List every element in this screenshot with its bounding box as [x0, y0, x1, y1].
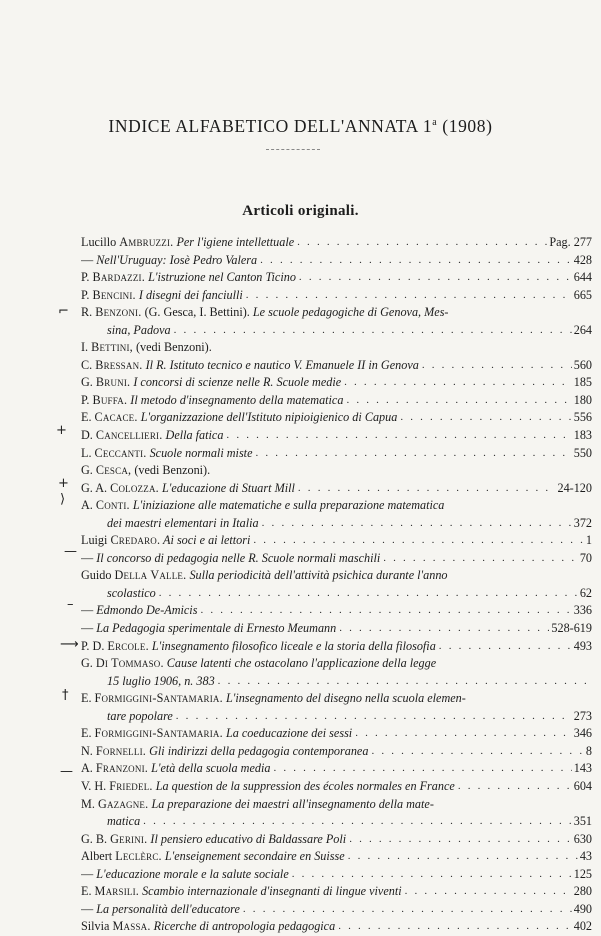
entry-author: Ercole.: [107, 638, 149, 653]
index-entry: [81, 708, 592, 726]
entry-page: 143: [573, 761, 592, 776]
entry-page: 644: [573, 270, 592, 285]
title-divider: [266, 149, 320, 150]
index-entry: [81, 462, 592, 480]
dot-leader: [345, 848, 578, 866]
entry-prefix: G. B.: [81, 831, 111, 846]
entry-prefix: Albert: [81, 849, 116, 864]
entry-page: 351: [573, 814, 592, 829]
entry-prefix: G.: [81, 463, 96, 478]
entry-page: 70: [579, 550, 592, 565]
entry-page: 556: [573, 410, 592, 425]
entry-page: 183: [573, 428, 592, 443]
index-entry: [81, 866, 592, 884]
dot-leader: [252, 445, 571, 463]
entry-author: Ambruzzi.: [119, 235, 174, 249]
dot-leader: [257, 252, 572, 270]
entry-text: [81, 638, 436, 656]
entry-author: Buffa.: [92, 392, 128, 407]
dot-leader: [140, 813, 572, 831]
dot-leader: [346, 831, 572, 849]
entry-page: 43: [579, 849, 592, 864]
article-index: [81, 234, 592, 936]
entry-title: L'organizzazione dell'Istituto nipioigienico di Capua: [137, 410, 398, 425]
entry-title: Le scuole pedagogiche di Genova, Mes-: [249, 305, 449, 320]
entry-page: 550: [573, 445, 592, 460]
index-entry: [81, 409, 592, 427]
entry-title: Ai soci e ai lettori: [160, 533, 251, 548]
index-entry: [81, 269, 592, 287]
entry-author: Gerini.: [110, 831, 148, 846]
margin-mark-credaro-dash: ⟩: [60, 492, 66, 507]
index-entry: [81, 901, 592, 919]
index-entry: [81, 620, 592, 638]
entry-author: Fornelli.: [95, 743, 147, 758]
index-entry: [81, 480, 592, 498]
index-entry: [81, 304, 592, 322]
entry-prefix: G. A.: [81, 480, 111, 495]
index-entry: [81, 778, 592, 796]
entry-author: Bardazzi.: [92, 270, 146, 285]
entry-author: Di Tommaso.: [95, 656, 164, 671]
entry-title: sina, Padova: [107, 322, 171, 337]
entry-text: [81, 462, 210, 480]
entry-text: [81, 532, 250, 550]
entry-author: Della Valle.: [114, 568, 187, 583]
entry-author: Massa.: [112, 919, 151, 934]
entry-prefix: N.: [81, 743, 96, 758]
index-entry: [81, 848, 592, 866]
entry-title: La question de la suppression des écoles normales en France: [152, 778, 455, 793]
entry-title: tare popolare: [107, 708, 173, 723]
entry-prefix: L.: [81, 445, 95, 460]
entry-text: [81, 269, 296, 287]
entry-title: Il R. Istituto tecnico e nautico V. Emanuele II in Genova: [142, 357, 419, 372]
entry-text: [81, 778, 455, 796]
index-entry: [81, 427, 592, 445]
annata-number: 1: [422, 116, 433, 136]
entry-title: L'enseignement secondaire en Suisse: [161, 849, 345, 864]
entry-author: Formiggini-Santamaria.: [94, 726, 223, 741]
index-entry: [81, 673, 592, 691]
entry-title: Per l'igiene intellettuale: [173, 235, 295, 249]
entry-text: [81, 602, 197, 620]
index-entry: [81, 445, 592, 463]
entry-prefix: —: [81, 866, 97, 881]
entry-prefix: —: [81, 603, 97, 618]
entry-page: 273: [573, 708, 592, 723]
entry-text: [81, 339, 212, 357]
entry-prefix: —: [81, 901, 97, 916]
entry-prefix: I.: [81, 340, 92, 355]
index-entry: [81, 883, 592, 901]
index-entry: [81, 339, 592, 357]
entry-prefix: —: [81, 550, 97, 565]
entry-text: [81, 287, 243, 305]
dot-leader: [380, 550, 578, 568]
entry-prefix: —: [81, 252, 97, 267]
index-entry: [81, 813, 592, 831]
entry-title: L'iniziazione alle matematiche e sulla preparazione matematica: [129, 498, 445, 513]
entry-text: [81, 655, 436, 673]
entry-title: L'insegnamento filosofico liceale e la storia della filosofia: [148, 638, 436, 653]
entry-prefix: D.: [81, 428, 96, 443]
entry-author: Gazagne.: [97, 796, 149, 811]
entry-prefix: Lucillo: [81, 235, 120, 249]
entry-prefix: Luigi: [81, 533, 111, 548]
dot-leader: [156, 585, 578, 603]
margin-mark-personalita: —: [60, 764, 73, 779]
entry-title: Scambio internazionale d'insegnanti di lingue viventi: [139, 884, 402, 899]
entry-title: Il metodo d'insegnamento della matematica: [127, 392, 344, 407]
entry-page: 630: [573, 831, 592, 846]
entry-text: [81, 883, 402, 901]
entry-page: 280: [573, 884, 592, 899]
dot-leader: [173, 708, 572, 726]
entry-text: [81, 445, 252, 463]
entry-page: 24-120: [557, 480, 592, 495]
entry-text: [81, 392, 343, 410]
entry-text: [81, 901, 240, 919]
index-entry: [81, 392, 592, 410]
entry-title: L'età della scuola media: [148, 761, 271, 776]
index-entry: [81, 287, 592, 305]
entry-author: Cancellieri.: [95, 428, 163, 443]
entry-author: Bencini.: [92, 287, 136, 302]
entry-page: 1: [585, 533, 592, 548]
margin-mark-fornelli: ⟶: [60, 637, 79, 652]
entry-author: Bruni.: [95, 375, 131, 390]
index-entry: [81, 550, 592, 568]
entry-author: Credaro.: [110, 533, 161, 548]
entry-title: La preparazione dei maestri all'insegnamento della mate-: [148, 796, 434, 811]
title-year: (1908): [442, 116, 493, 136]
entry-prefix: P.: [81, 392, 93, 407]
entry-title: Il concorso di pedagogia nelle R. Scuole normali maschili: [96, 550, 381, 565]
entry-page: 665: [573, 287, 592, 302]
index-entry: [81, 638, 592, 656]
entry-text: [81, 497, 444, 515]
entry-title: Sulla periodicità dell'attività psichica durante l'anno: [186, 568, 448, 583]
entry-prefix: Guido: [81, 568, 115, 583]
entry-text: [81, 760, 270, 778]
entry-author: Marsili.: [94, 884, 140, 899]
entry-text: [81, 848, 345, 866]
entry-title: La coeducazione dei sessi: [222, 726, 353, 741]
entry-page: 264: [573, 322, 592, 337]
margin-mark-bencini: ⌐: [58, 304, 69, 319]
margin-mark-gazagne: †: [62, 688, 69, 703]
entry-page: 185: [573, 375, 592, 390]
entry-page: 180: [573, 392, 592, 407]
entry-text: [107, 515, 259, 533]
entry-text: [81, 620, 336, 638]
entry-author: Colozza.: [110, 480, 159, 495]
index-entry: [81, 234, 592, 252]
entry-prefix: G.: [81, 656, 96, 671]
dot-leader: [250, 532, 584, 550]
entry-title: Cause latenti che ostacolano l'applicazione della legge: [163, 656, 437, 671]
entry-text: [81, 409, 397, 427]
entry-author: Benzoni.: [95, 305, 142, 320]
entry-page: 490: [573, 901, 592, 916]
entry-page: 372: [573, 515, 592, 530]
entry-author: Franzoni.: [95, 761, 149, 776]
entry-prefix: E.: [81, 884, 95, 899]
entry-text: [107, 813, 140, 831]
entry-text: [81, 796, 434, 814]
dot-leader: [436, 638, 572, 656]
index-entry: [81, 515, 592, 533]
entry-text: [107, 708, 173, 726]
entry-text: [81, 480, 295, 498]
entry-prefix: C.: [81, 357, 96, 372]
margin-mark-formiggini: –: [67, 597, 74, 612]
entry-author: Friedel.: [109, 778, 153, 793]
entry-title: scolastico: [107, 585, 156, 600]
entry-prefix: E.: [81, 726, 95, 741]
index-entry: [81, 831, 592, 849]
entry-text: [81, 831, 346, 849]
index-entry: [81, 725, 592, 743]
page-title: [0, 116, 601, 137]
entry-author: Leclèrc.: [115, 849, 162, 864]
dot-leader: [296, 269, 572, 287]
entry-page: Pag. 277: [549, 235, 592, 249]
dot-leader: [259, 515, 572, 533]
index-entry: [81, 374, 592, 392]
entry-title: La Pedagogia sperimentale di Ernesto Meumann: [96, 621, 337, 636]
entry-prefix: A.: [81, 498, 96, 513]
index-entry: [81, 585, 592, 603]
dot-leader: [197, 602, 571, 620]
entry-text: [81, 743, 368, 761]
index-entry: [81, 918, 592, 936]
entry-text: [107, 322, 171, 340]
entry-prefix: M.: [81, 796, 98, 811]
margin-mark-credaro: +: [58, 476, 69, 491]
entry-page: 62: [579, 585, 592, 600]
dot-leader: [335, 918, 572, 936]
margin-mark-meumann: —: [64, 544, 77, 559]
index-entry: [81, 602, 592, 620]
entry-text: [81, 234, 294, 252]
entry-page: 8: [585, 743, 592, 758]
entry-title: dei maestri elementari in Italia: [107, 515, 259, 530]
entry-text: [81, 918, 335, 936]
entry-page: 604: [573, 778, 592, 793]
index-entry: [81, 655, 592, 673]
dot-leader: [341, 374, 572, 392]
index-entry: [81, 760, 592, 778]
index-entry: [81, 690, 592, 708]
dot-leader: [295, 480, 556, 498]
entry-text: [81, 252, 257, 270]
entry-title: Scuole normali miste: [146, 445, 253, 460]
title-text: INDICE ALFABETICO DELL'ANNATA: [108, 116, 418, 136]
annata-superscript: a: [432, 117, 438, 129]
entry-text: [81, 866, 289, 884]
dot-leader: [171, 322, 572, 340]
dot-leader: [368, 743, 583, 761]
index-entry: [81, 532, 592, 550]
entry-prefix: P.: [81, 270, 93, 285]
dot-leader: [343, 392, 571, 410]
entry-title: I concorsi di scienze nelle R. Scuole medie: [130, 375, 342, 390]
entry-text: [107, 673, 215, 691]
entry-page: 346: [573, 726, 592, 741]
entry-prefix: E.: [81, 410, 95, 425]
entry-title: Nell'Uruguay: Iosè Pedro Valera: [96, 252, 258, 267]
entry-text: [81, 690, 466, 708]
entry-page: 528-619: [551, 621, 592, 636]
dot-leader: [289, 866, 572, 884]
dot-leader: [352, 725, 572, 743]
index-entry: [81, 322, 592, 340]
entry-text: [81, 550, 380, 568]
entry-title: L'educazione di Stuart Mill: [158, 480, 295, 495]
index-entry: [81, 743, 592, 761]
dot-leader: [402, 883, 572, 901]
entry-title: La personalità dell'educatore: [96, 901, 240, 916]
entry-title: Il pensiero educativo di Baldassare Poli: [147, 831, 347, 846]
entry-page: 428: [573, 252, 592, 267]
entry-page: 402: [573, 919, 592, 934]
entry-author: Conti.: [95, 498, 130, 513]
dot-leader: [294, 234, 547, 252]
entry-author: Ceccanti.: [94, 445, 147, 460]
entry-page: 493: [573, 638, 592, 653]
entry-prefix: R.: [81, 305, 96, 320]
index-entry: [81, 796, 592, 814]
entry-text: [81, 304, 449, 322]
entry-title: Gli indirizzi della pedagogia contemporanea: [146, 743, 369, 758]
entry-title: 15 luglio 1906, n. 383: [107, 673, 215, 688]
dot-leader: [223, 427, 571, 445]
index-entry: [81, 252, 592, 270]
entry-title: I disegni dei fanciulli: [135, 287, 243, 302]
margin-mark-colozza: +: [56, 423, 67, 438]
entry-prefix: P.: [81, 287, 93, 302]
entry-page: 125: [573, 866, 592, 881]
entry-note: (vedi Benzoni).: [132, 340, 212, 355]
entry-prefix: E.: [81, 691, 95, 706]
index-entry: [81, 567, 592, 585]
dot-leader: [215, 673, 592, 691]
index-entry: [81, 357, 592, 375]
section-heading: Articoli originali.: [242, 203, 359, 219]
entry-title: Edmondo De-Amicis: [96, 603, 198, 618]
dot-leader: [270, 760, 571, 778]
entry-page: 560: [573, 357, 592, 372]
entry-prefix: P. D.: [81, 638, 108, 653]
entry-text: [81, 357, 419, 375]
entry-note: (vedi Benzoni).: [131, 463, 211, 478]
entry-page: 336: [573, 603, 592, 618]
dot-leader: [243, 287, 572, 305]
entry-prefix: —: [81, 621, 97, 636]
entry-title: L'educazione morale e la salute sociale: [96, 866, 289, 881]
entry-prefix: A.: [81, 761, 96, 776]
entry-author: Bressan.: [95, 357, 143, 372]
entry-title: L'insegnamento del disegno nella scuola elemen-: [222, 691, 466, 706]
entry-text: [81, 427, 223, 445]
dot-leader: [397, 409, 571, 427]
entry-prefix: V. H.: [81, 778, 110, 793]
entry-text: [81, 374, 341, 392]
dot-leader: [240, 901, 572, 919]
entry-prefix: Silvia: [81, 919, 113, 934]
index-entry: [81, 497, 592, 515]
entry-text: [81, 725, 352, 743]
entry-title: matica: [107, 814, 141, 829]
entry-title: Della fatica: [162, 428, 224, 443]
entry-prefix: G.: [81, 375, 96, 390]
entry-text: [81, 567, 448, 585]
entry-author: Cacace.: [94, 410, 138, 425]
entry-author: Cesca,: [95, 463, 132, 478]
dot-leader: [419, 357, 572, 375]
entry-author: Bettini,: [91, 340, 133, 355]
dot-leader: [455, 778, 572, 796]
entry-author: Formiggini-Santamaria.: [94, 691, 223, 706]
entry-note: (G. Gesca, I. Bettini).: [141, 305, 250, 320]
entry-text: [107, 585, 156, 603]
dot-leader: [336, 620, 549, 638]
entry-title: L'istruzione nel Canton Ticino: [145, 270, 296, 285]
entry-title: Ricerche di antropologia pedagogica: [150, 919, 336, 934]
